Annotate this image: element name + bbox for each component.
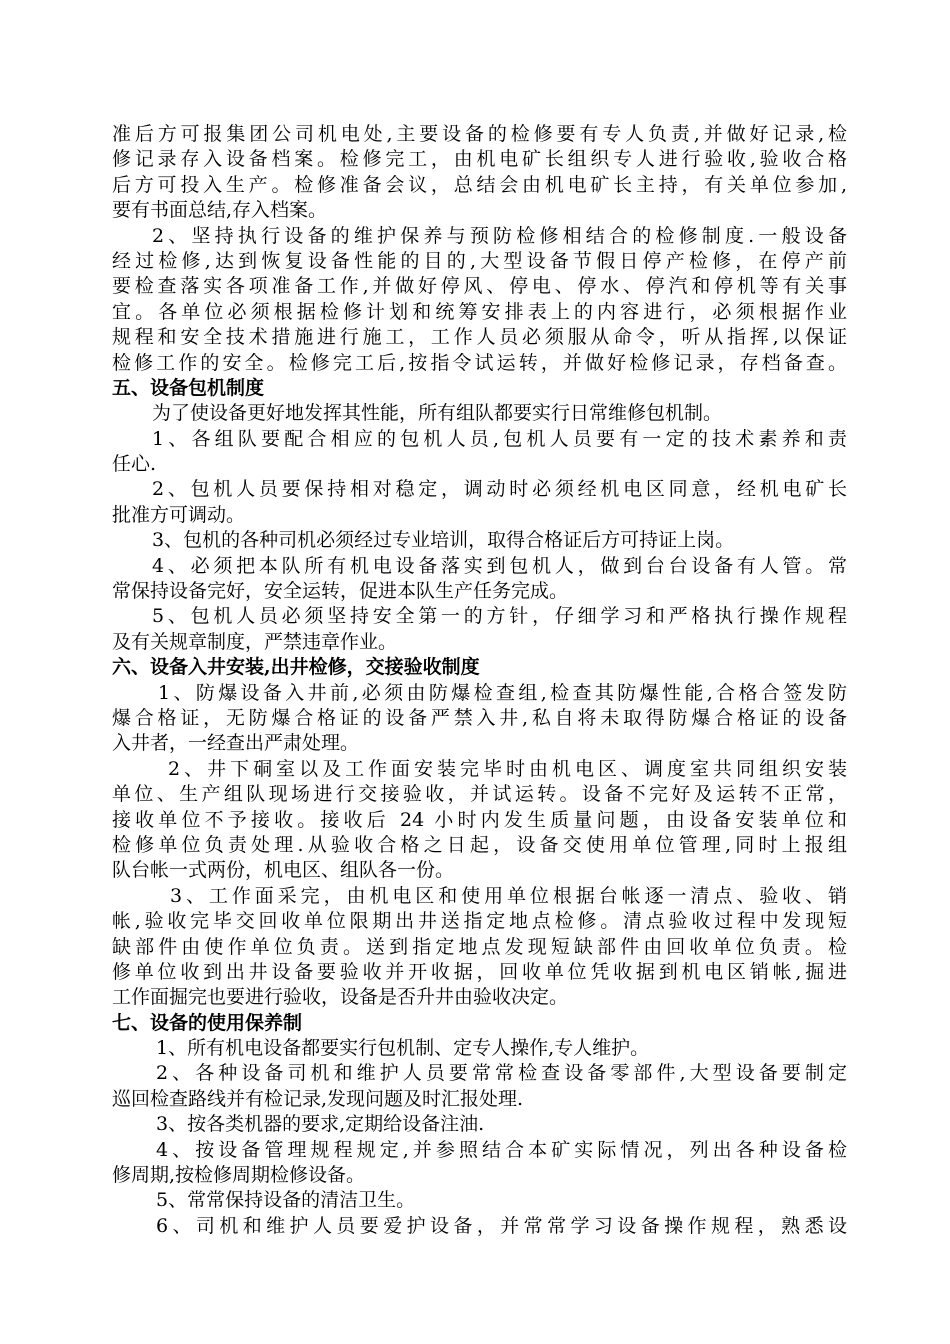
text-line: 4、必须把本队所有机电设备落实到包机人，做到台台设备有人管。常 [152,554,847,577]
text-line: 检修单位负责处理.从验收合格之日起，设备交使用单位管理,同时上报组 [112,833,847,856]
text-line: 修单位收到出井设备要验收并开收据，回收单位凭收据到机电区销帐,掘进 [112,960,847,983]
text-line: 队台帐一式两份，机电区、组队各一份。 [112,859,455,882]
text-line: 宜。各单位必须根据检修计划和统筹安排表上的内容进行，必须根据作业 [112,300,847,323]
text-line: 修周期,按检修周期检修设备。 [112,1164,366,1187]
text-line: 巡回检查路线并有检记录,发现问题及时汇报处理. [112,1087,524,1110]
text-line: 经过检修,达到恢复设备性能的目的,大型设备节假日停产检修，在停产前 [112,249,847,272]
text-line: 5、常常保持设备的清洁卫生。 [156,1189,416,1212]
text-line: 2、井下硐室以及工作面安装完毕时由机电区、调度室共同组织安装 [168,757,847,780]
text-line: 为了使设备更好地发挥其性能，所有组队都要实行日常维修包机制。 [152,402,723,425]
text-line: 爆合格证，无防爆合格证的设备严禁入井,私自将未取得防爆合格证的设备 [112,706,847,729]
text-line: 工作面掘完也要进行验收，设备是否升井由验收决定。 [112,986,569,1009]
text-line: 1、各组队要配合相应的包机人员,包机人员要有一定的技术素养和责 [152,427,847,450]
text-line: 2、各种设备司机和维护人员要常常检查设备零部件,大型设备要制定 [156,1062,847,1085]
text-line: 缺部件由使作单位负责。送到指定地点发现短缺部件由回收单位负责。检 [112,935,847,958]
text-line: 规程和安全技术措施进行施工，工作人员必须服从命令，听从指挥,以保证 [112,326,847,349]
text-line: 要检查落实各项准备工作,并做好停风、停电、停水、停汽和停机等有关事 [112,275,847,298]
text-line: 2、包机人员要保持相对稳定，调动时必须经机电区同意，经机电矿长 [152,478,847,501]
document-body [112,122,847,1239]
text-line: 1、防爆设备入井前,必须由防爆检查组,检查其防爆性能,合格合签发防 [158,681,847,704]
text-line: 4、按设备管理规程规定,并参照结合本矿实际情况，列出各种设备检 [156,1138,847,1161]
text-line: 任心. [112,453,157,476]
section-heading: 七、设备的使用保养制 [112,1011,303,1034]
text-line: 后方可投入生产。检修准备会议，总结会由机电矿长主持，有关单位参加, [112,173,847,196]
section-heading: 五、设备包机制度 [112,376,265,399]
text-line: 要有书面总结,存入档案。 [112,199,328,222]
text-line: 准后方可报集团公司机电处,主要设备的检修要有专人负责,并做好记录,检 [112,123,847,145]
text-line: 入井者，一经查出严肃处理。 [112,732,360,755]
text-line: 3、包机的各种司机必须经过专业培训，取得合格证后方可持证上岗。 [152,529,735,552]
text-line: 接收单位不予接收。接收后 24 小时内发生质量问题，由设备安装单位和 [112,808,847,831]
text-line: 5、包机人员必须坚持安全第一的方针，仔细学习和严格执行操作规程 [152,605,847,628]
text-line: 3、工作面采完，由机电区和使用单位根据台帐逐一清点、验收、销 [170,884,847,907]
text-line: 修记录存入设备档案。检修完工，由机电矿长组织专人进行验收,验收合格 [112,148,847,171]
text-line: 及有关规章制度，严禁违章作业。 [112,630,398,653]
text-line: 常保持设备完好，安全运转，促进本队生产任务完成。 [112,580,569,603]
text-line: 批准方可调动。 [112,503,246,526]
text-line: 检修工作的安全。检修完工后,按指令试运转，并做好检修记录，存档备查。 [112,351,847,374]
text-line: 6、司机和维护人员要爱护设备，并常常学习设备操作规程，熟悉设 [156,1214,847,1237]
text-line: 帐,验收完毕交回收单位限期出井送指定地点检修。清点验收过程中发现短 [112,910,847,933]
text-line: 2、坚持执行设备的维护保养与预防检修相结合的检修制度.一般设备 [152,224,847,247]
text-line: 3、按各类机器的要求,定期给设备注油. [156,1113,485,1136]
section-heading: 六、设备入井安装,出井检修，交接验收制度 [112,656,480,679]
text-line: 单位、生产组队现场进行交接验收，并试运转。设备不完好及运转不正常， [112,783,847,806]
text-line: 1、所有机电设备都要实行包机制、定专人操作,专人维护。 [156,1037,650,1060]
